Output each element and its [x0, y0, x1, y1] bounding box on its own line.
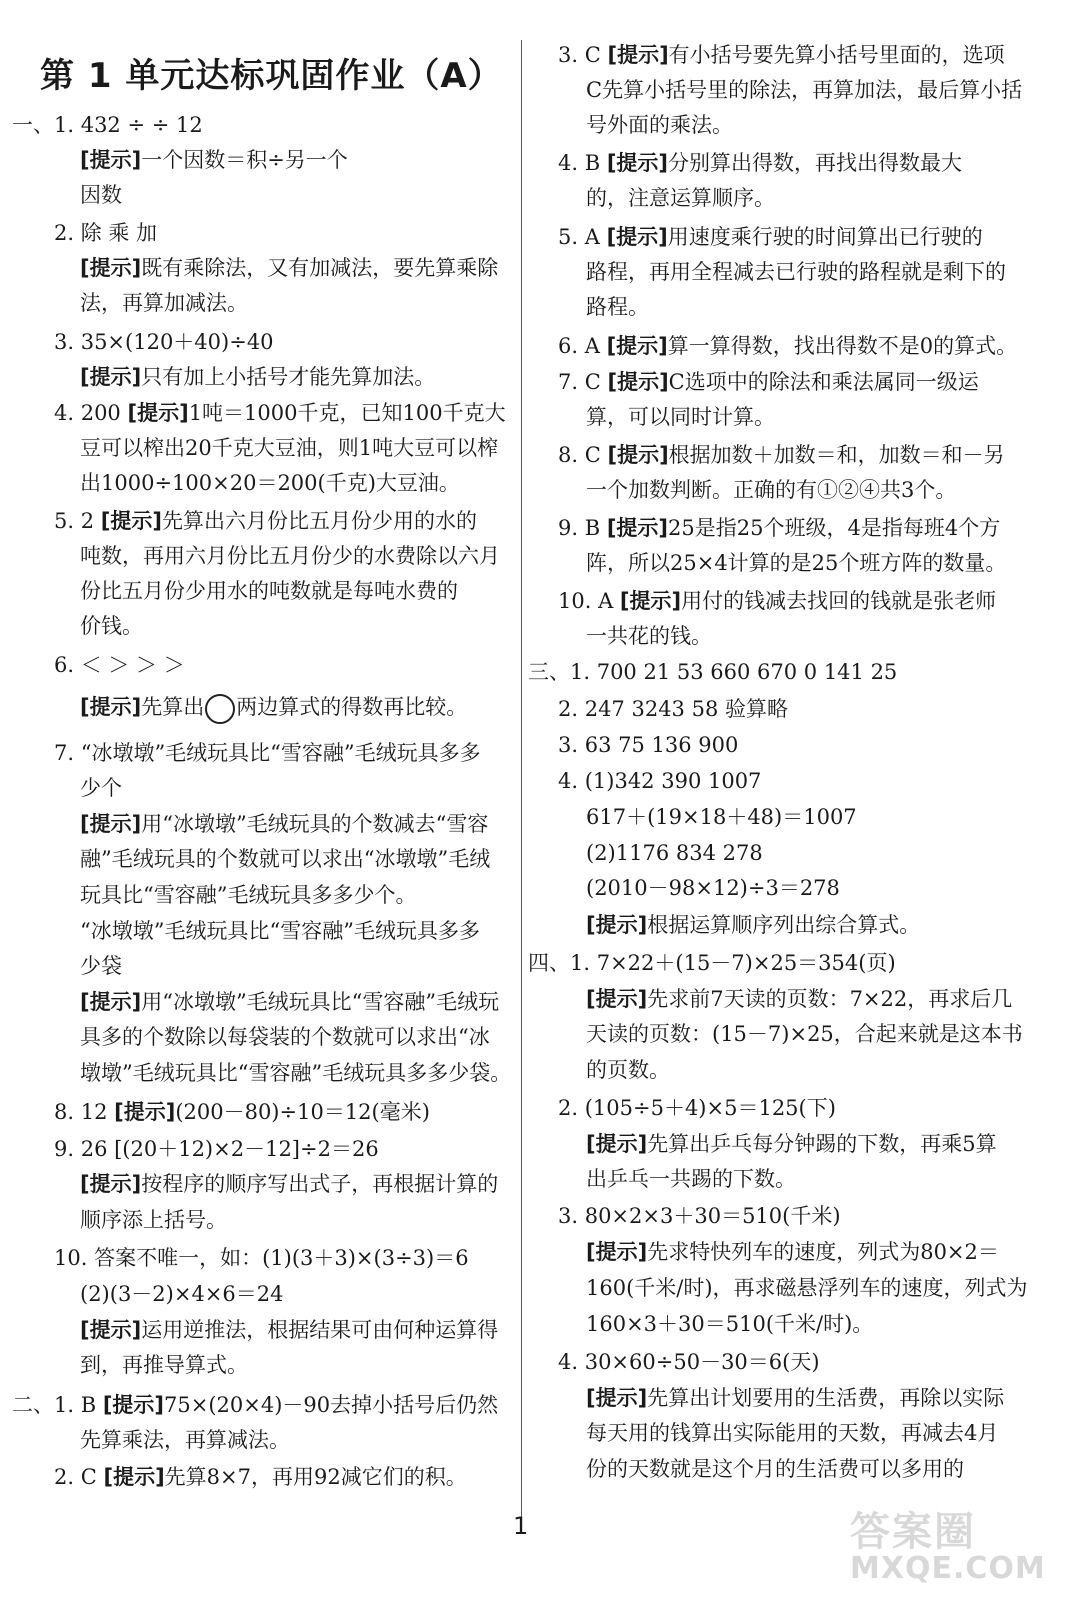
answer-line: 2. (105÷5＋4)×5＝125(下) — [558, 1096, 836, 1120]
answer-line: 4. B [提示]分别算出得数，再找出得数最大 — [558, 151, 963, 175]
hint-label: [提示] — [606, 516, 669, 540]
hint-label: [提示] — [606, 334, 668, 358]
hint-label: [提示] — [80, 1318, 142, 1342]
answer-line: 一个加数判断。正确的有①②④共3个。 — [586, 478, 957, 502]
answer-line: 3. C [提示]有小括号要先算小括号里面的，选项 — [558, 43, 1005, 67]
answer-line: 融”毛绒玩具的个数就可以求出“冰墩墩”毛绒 — [80, 847, 491, 871]
hint-label: [提示] — [606, 225, 668, 249]
answer-line: [提示]用“冰墩墩”毛绒玩具比“雪容融”毛绒玩 — [80, 990, 500, 1014]
answer-line: [提示]先求前7天读的页数：7×22，再求后几 — [586, 987, 1013, 1011]
answer-line: 6. A [提示]算一算得数，找出得数不是0的算式。 — [558, 334, 1018, 358]
hint-label: [提示] — [80, 365, 142, 389]
answer-line: 每天用的钱算出实际能用的天数，再减去4月 — [586, 1421, 999, 1445]
comparison-circle-icon — [205, 694, 235, 724]
answer-line: 9. B [提示]25是指25个班级，4是指每班4个方 — [558, 516, 1001, 540]
answer-line: 豆可以榨出20千克大豆油，则1吨大豆可以榨 — [80, 436, 499, 460]
answer-line: 天读的页数：(15－7)×25，合起来就是这本书 — [586, 1022, 1023, 1046]
answer-line: [提示]先算出计划要用的生活费，再除以实际 — [586, 1386, 1005, 1410]
answer-line: 份的天数就是这个月的生活费可以多用的 — [586, 1457, 964, 1481]
answer-line: (2010－98×12)÷3＝278 — [586, 876, 840, 900]
hint-label: [提示] — [80, 1172, 142, 1196]
answer-line: 5. 2 [提示]先算出六月份比五月份少用的水的 — [54, 509, 477, 533]
answer-line: 3. 35×(120＋40)÷40 — [54, 330, 274, 354]
answer-line: 墩墩”毛绒玩具比“雪容融”毛绒玩具多多少袋。 — [80, 1061, 512, 1085]
answer-line: 吨数，再用六月份比五月份少的水费除以六月 — [80, 544, 500, 568]
answer-line: 6. ＜ ＞ ＞ ＞ — [54, 653, 185, 677]
page-title: 第 1 单元达标巩固作业（A） — [40, 56, 503, 96]
answer-line: 4. 200 [提示]1吨＝1000千克，已知100千克大 — [54, 401, 506, 425]
hint-label: [提示] — [607, 43, 669, 67]
watermark-line2: MXQE.COM — [850, 1551, 1046, 1586]
answer-line: 2. C [提示]先算8×7，再用92减它们的积。 — [54, 1465, 467, 1489]
watermark-line1: 答案圈 — [850, 1509, 976, 1555]
answer-line: [提示]用“冰墩墩”毛绒玩具的个数减去“雪容 — [80, 812, 489, 836]
answer-line: 具多的个数除以每袋装的个数就可以求出“冰 — [80, 1025, 490, 1049]
answer-line: 少个 — [80, 776, 122, 800]
hint-label: [提示] — [80, 812, 142, 836]
answer-line: 8. C [提示]根据加数＋加数＝和，加数＝和－另 — [558, 443, 1005, 467]
hint-label: [提示] — [100, 509, 162, 533]
answer-line: 路程，再用全程减去已行驶的路程就是剩下的 — [586, 260, 1006, 284]
answer-line: 4. 30×60÷50－30＝6(天) — [558, 1350, 820, 1374]
answer-line: (2)1176 834 278 — [586, 841, 763, 865]
hint-label: [提示] — [114, 1100, 176, 1124]
answer-line: 160(千米/时)，再求磁悬浮列车的速度，列式为 — [586, 1276, 1028, 1300]
answer-line: 的页数。 — [586, 1058, 670, 1082]
answer-line: 法，再算加减法。 — [80, 291, 248, 315]
answer-line: 四、1. 7×22＋(15－7)×25＝354(页) — [528, 951, 896, 975]
hint-label: [提示] — [586, 1240, 648, 1264]
hint-label: [提示] — [607, 443, 669, 467]
answer-line: [提示]根据运算顺序列出综合算式。 — [586, 913, 921, 937]
answer-line: 3. 80×2×3＋30＝510(千米) — [558, 1204, 841, 1228]
answer-line: 少袋 — [80, 954, 122, 978]
hint-label: [提示] — [607, 370, 669, 394]
hint-label: [提示] — [619, 589, 682, 613]
answer-line: 份比五月份少用水的吨数就是每吨水费的 — [80, 579, 458, 603]
answer-line: 出乒乓一共踢的下数。 — [586, 1167, 796, 1191]
answer-line: 617＋(19×18＋48)＝1007 — [586, 805, 857, 829]
answer-line: [提示]运用逆推法，根据结果可由何种运算得 — [80, 1318, 499, 1342]
answer-line: 5. A [提示]用速度乘行驶的时间算出已行驶的 — [558, 225, 983, 249]
hint-label: [提示] — [103, 1465, 165, 1489]
answer-line: 4. (1)342 390 1007 — [558, 769, 762, 793]
answer-line: 到，再推导算式。 — [80, 1353, 248, 1377]
answer-line: (2)(3－2)×4×6＝24 — [80, 1282, 284, 1306]
answer-line: 2. 除 乘 加 — [54, 221, 158, 245]
answer-line: 一、1. 432 ÷ ÷ 12 — [12, 113, 203, 137]
answer-line: 7. “冰墩墩”毛绒玩具比“雪容融”毛绒玩具多多 — [54, 741, 481, 765]
answer-line: 玩具比“雪容融”毛绒玩具多多少个。 — [80, 883, 417, 907]
answer-line: 价钱。 — [80, 614, 143, 638]
answer-line: 10. A [提示]用付的钱减去找回的钱就是张老师 — [558, 589, 997, 613]
answer-line: 8. 12 [提示](200－80)÷10＝12(毫米) — [54, 1100, 430, 1124]
answer-line: 路程。 — [586, 295, 649, 319]
hint-label: [提示] — [80, 148, 142, 172]
answer-line: [提示]按程序的顺序写出式子，再根据计算的 — [80, 1172, 499, 1196]
answer-line: 先算乘法，再算减法。 — [80, 1428, 290, 1452]
answer-line: [提示]一个因数＝积÷另一个 — [80, 148, 348, 172]
hint-label: [提示] — [102, 1393, 165, 1417]
hint-label: [提示] — [80, 256, 142, 280]
answer-line: 二、1. B [提示]75×(20×4)－90去掉小括号后仍然 — [12, 1393, 499, 1417]
answer-line: 的，注意运算顺序。 — [586, 186, 775, 210]
answer-line: “冰墩墩”毛绒玩具比“雪容融”毛绒玩具多多 — [80, 919, 480, 943]
hint-label: [提示] — [80, 990, 142, 1014]
answer-line: 顺序添上括号。 — [80, 1208, 227, 1232]
hint-label: [提示] — [606, 151, 669, 175]
answer-line: 10. 答案不唯一，如：(1)(3＋3)×(3÷3)＝6 — [54, 1246, 469, 1270]
answer-line: [提示]先算出乒乓每分钟踢的下数，再乘5算 — [586, 1132, 997, 1156]
answer-line: 出1000÷100×20＝200(千克)大豆油。 — [80, 471, 460, 495]
answer-line: 号外面的乘法。 — [586, 113, 733, 137]
column-divider — [521, 40, 522, 1520]
hint-label: [提示] — [586, 1386, 648, 1410]
answer-line: 2. 247 3243 58 验算略 — [558, 697, 788, 721]
answer-line: 三、1. 700 21 53 660 670 0 141 25 — [528, 660, 898, 684]
hint-label: [提示] — [127, 401, 189, 425]
answer-line: 算，可以同时计算。 — [586, 405, 775, 429]
hint-label: [提示] — [586, 913, 648, 937]
page-number: 1 — [513, 1512, 529, 1540]
answer-line: C先算小括号里的除法，再算加法，最后算小括 — [586, 78, 1023, 102]
answer-line: 7. C [提示]C选项中的除法和乘法属同一级运 — [558, 370, 979, 394]
hint-label: [提示] — [586, 1132, 648, 1156]
answer-line: 160×3＋30＝510(千米/时)。 — [586, 1312, 874, 1336]
watermark-logo — [850, 1500, 1070, 1595]
answer-line: [提示]既有乘除法，又有加减法，要先算乘除 — [80, 256, 499, 280]
answer-line: 因数 — [80, 183, 122, 207]
hint-label: [提示] — [80, 695, 142, 719]
answer-line: 一共花的钱。 — [586, 624, 712, 648]
answer-line: 3. 63 75 136 900 — [558, 733, 739, 757]
answer-line: [提示]先算出 两边算式的得数再比较。 — [80, 692, 467, 726]
answer-line: 阵，所以25×4计算的是25个班方阵的数量。 — [586, 551, 1007, 575]
answer-line: 9. 26 [(20＋12)×2－12]÷2＝26 — [54, 1137, 379, 1161]
answer-line: [提示]只有加上小括号才能先算加法。 — [80, 365, 436, 389]
hint-label: [提示] — [586, 987, 648, 1011]
answer-line: [提示]先求特快列车的速度，列式为80×2＝ — [586, 1240, 999, 1264]
